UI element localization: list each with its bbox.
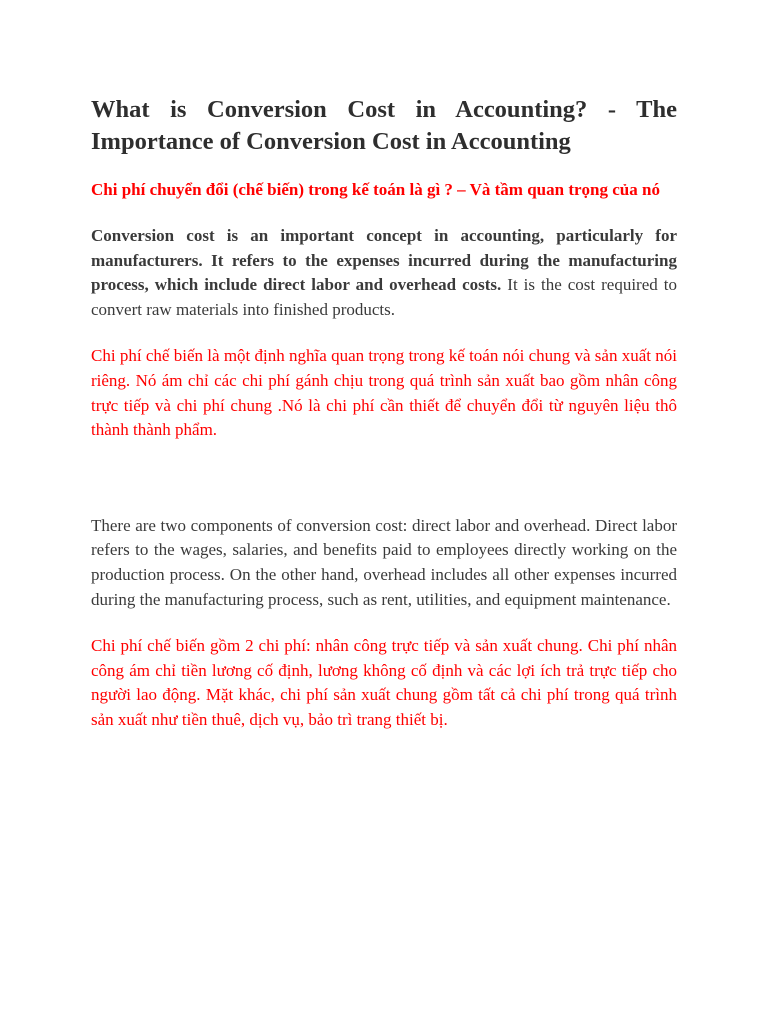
document-title: What is Conversion Cost in Accounting? - The Importance of Conversion Cost in Accounting — [91, 96, 677, 155]
paragraph-vietnamese-components: Chi phí chế biến gồm 2 chi phí: nhân công trực tiếp và sản xuất chung. Chi phí nhân công ám chỉ tiền lương cố định, lương không cố định và các lợi ích trả trực tiếp cho người lao động. Mặt khác, chi phí sản xuất chung gồm tất cả chi phí trong quá trình sản xuất như tiền thuê, dịch vụ, bảo trì trang thiết bị. — [91, 636, 677, 729]
paragraph-conversion-cost-definition — [91, 224, 677, 322]
paragraph-regular-text: It is the cost required to convert raw materials into finished products. — [91, 275, 677, 319]
paragraph-bold-text: Conversion cost is an important concept in accounting, particularly for manufacturers. It refers to the expenses incurred during the manufacturing process, which include direct labor and overhead costs. — [91, 226, 677, 295]
document-page — [91, 94, 677, 733]
document-subtitle-vietnamese: Chi phí chuyển đổi (chế biến) trong kế toán là gì ? – Và tầm quan trọng của nó — [91, 180, 660, 199]
paragraph-components: There are two components of conversion cost: direct labor and overhead. Direct labor refers to the wages, salaries, and benefits paid to employees directly working on the production process. On the other hand, overhead includes all other expenses incurred during the manufacturing process, such as rent, utilities, and equipment maintenance. — [91, 515, 677, 609]
paragraph-vietnamese-definition: Chi phí chế biến là một định nghĩa quan trọng trong kế toán nói chung và sản xuất nói riêng. Nó ám chỉ các chi phí gánh chịu trong quá trình sản xuất bao gồm nhân công trực tiếp và chi phí chung .Nó là chi phí cần thiết để chuyển đổi từ nguyên liệu thô thành thành phẩm. — [91, 346, 677, 440]
